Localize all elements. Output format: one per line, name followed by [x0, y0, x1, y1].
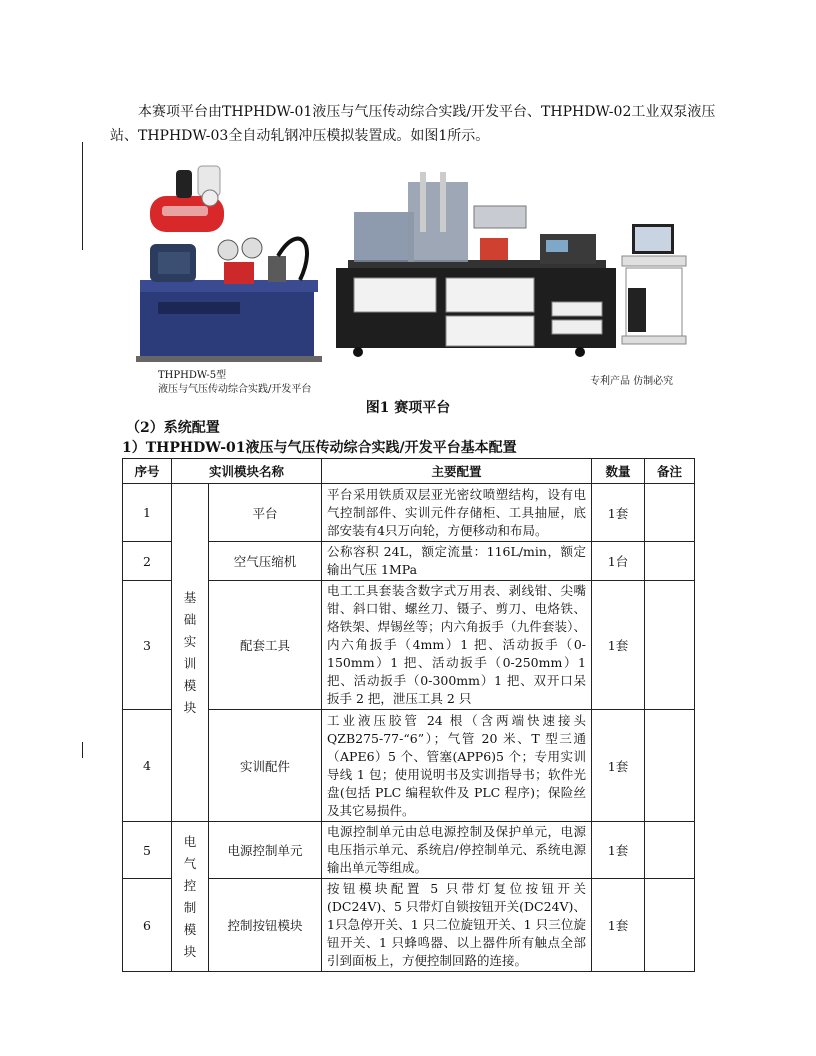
- group-label: 电气控制模块: [183, 833, 197, 959]
- training-platform-image: [336, 172, 616, 357]
- group-cell: [172, 484, 209, 822]
- table-row: [123, 581, 695, 710]
- figure-platform-label: 液压与气压传动综合实践/开发平台: [158, 384, 312, 395]
- row-config: 电源控制单元由总电源控制及保护单元，电源电压指示单元、系统启/停控制单元、系统电源输出单元等组成。: [322, 822, 592, 879]
- row-name: 控制按钮模块: [209, 879, 322, 972]
- row-config: 按钮模块配置 5 只带灯复位按钮开关(DC24V)、5 只带灯自锁按钮开关(DC24V)、1只急停开关、1 只二位旋钮开关、1 只三位旋钮开关、1 只蜂鸣器、以上器件所有触点全部引到面板上，方便控制回路的连接。: [322, 879, 592, 972]
- row-note: [645, 581, 695, 710]
- row-note: [645, 484, 695, 542]
- row-no: 2: [123, 542, 172, 581]
- intro-paragraph: 本赛项平台由THPHDW-01液压与气压传动综合实践/开发平台、THPHDW-02工业双泵液压站、THPHDW-03全自动轧钢冲压模拟装置成。如图1所示。: [110, 104, 716, 144]
- header-note: 备注: [645, 459, 695, 484]
- row-no: 3: [123, 581, 172, 710]
- section-heading: （2）系统配置: [126, 420, 220, 436]
- row-name: 空气压缩机: [209, 542, 322, 581]
- table-row: [123, 484, 695, 542]
- table-row: [123, 542, 695, 581]
- row-qty: 1套: [592, 581, 645, 710]
- table-header-row: [123, 459, 695, 484]
- group-cell: [172, 822, 209, 972]
- row-no: 5: [123, 822, 172, 879]
- row-qty: 1套: [592, 484, 645, 542]
- computer-cart-image: [622, 224, 686, 344]
- air-compressor-image: [150, 166, 224, 232]
- row-name: 电源控制单元: [209, 822, 322, 879]
- header-module: 实训模块名称: [172, 459, 322, 484]
- revision-bar: [82, 142, 83, 250]
- row-config: 电工工具套装含数字式万用表、剥线钳、尖嘴钳、斜口钳、螺丝刀、镊子、剪刀、电烙铁、烙铁架、焊锡丝等；内六角扳手（九件套装）、内六角扳手（4mm）1 把、活动扳手（0-150mm）1 把、活动扳手（0-250mm）1把、活动扳手（0-300mm）1 把、双开口呆扳手 2 把，泄压工具 2 只: [322, 581, 592, 710]
- revision-bar: [82, 742, 83, 758]
- row-config: 工业液压胶管 24 根（含两端快速接头QZB275-77-“6”）；气管 20 米、T 型三通（APE6）5 个、管塞(APP6)5 个；专用实训导线 1 包；使用说明书及实训指导书；软件光盘(包括 PLC 编程软件及 PLC 程序)；保险丝及其它易损件。: [322, 710, 592, 822]
- figure-notice: 专利产品 仿制必究: [590, 376, 674, 387]
- table-row: [123, 822, 695, 879]
- row-note: [645, 879, 695, 972]
- figure-caption: 图1 赛项平台: [365, 400, 451, 416]
- row-config: 平台采用铁质双层亚光密纹喷塑结构，设有电气控制部件、实训元件存储柜、工具抽屉，底部安装有4只万向轮，方便移动和布局。: [322, 484, 592, 542]
- row-name: 平台: [209, 484, 322, 542]
- row-qty: 1套: [592, 822, 645, 879]
- row-note: [645, 542, 695, 581]
- row-qty: 1套: [592, 710, 645, 822]
- row-name: 配套工具: [209, 581, 322, 710]
- header-no: 序号: [123, 459, 172, 484]
- row-note: [645, 822, 695, 879]
- header-qty: 数量: [592, 459, 645, 484]
- hydraulic-station-image: [136, 238, 322, 362]
- row-config: 公称容积 24L，额定流量：116L/min，额定输出气压 1MPa: [322, 542, 592, 581]
- table-row: [123, 879, 695, 972]
- row-qty: 1套: [592, 879, 645, 972]
- row-no: 1: [123, 484, 172, 542]
- group-label: 基础实训模块: [183, 589, 197, 715]
- header-config: 主要配置: [322, 459, 592, 484]
- row-qty: 1台: [592, 542, 645, 581]
- row-name: 实训配件: [209, 710, 322, 822]
- equipment-photo: [128, 152, 696, 400]
- table-row: [123, 710, 695, 822]
- row-no: 4: [123, 710, 172, 822]
- row-no: 6: [123, 879, 172, 972]
- table-heading: 1）THPHDW-01液压与气压传动综合实践/开发平台基本配置: [122, 440, 517, 456]
- figure-model-label: THPHDW-5型: [158, 370, 227, 381]
- row-note: [645, 710, 695, 822]
- config-table: [122, 458, 695, 972]
